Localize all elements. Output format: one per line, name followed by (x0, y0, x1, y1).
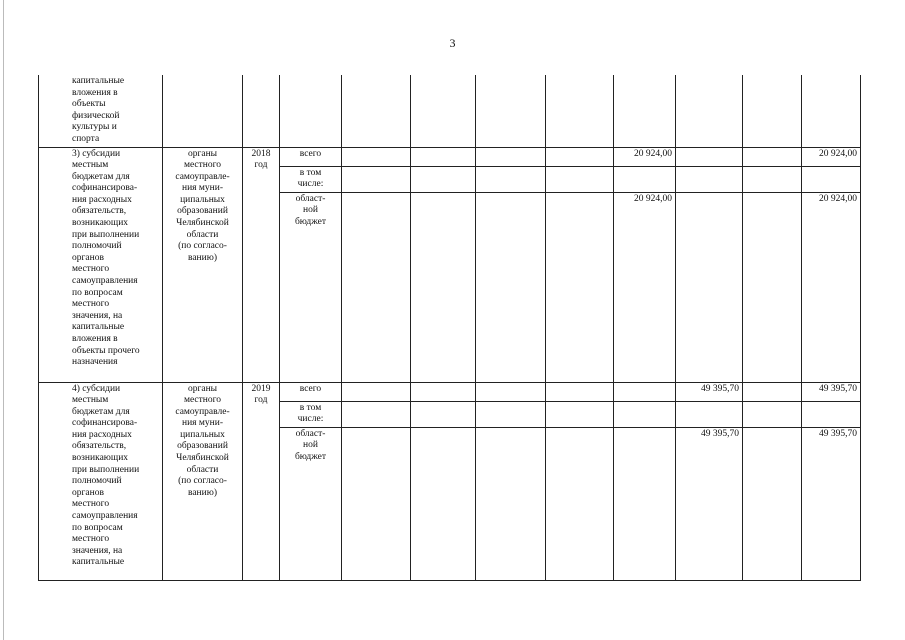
description-text: 3) субсидии местным бюджетам для софинансирова- ния расходных обязательств, возникающих при выполнении полномочий органов местного самоуправления по вопросам местного значения, на капитальные вложения в объекты прочего назначения (72, 148, 140, 368)
executor-text: органы местного самоуправле- ния муни- ципальных образований Челябинской области (по согласо- ванию) (175, 383, 230, 498)
value-cell (546, 166, 614, 192)
value-cell (476, 147, 546, 166)
value-cell (342, 192, 411, 382)
value-cell (614, 147, 676, 166)
value-cell (676, 75, 743, 147)
total-value: 49 395,70 (819, 383, 857, 394)
source-cell (280, 147, 342, 166)
description-cell (39, 382, 163, 580)
amount-value (676, 148, 742, 149)
source-cell (280, 382, 342, 401)
source-cell (280, 166, 342, 192)
value-cell (802, 401, 861, 427)
table-row (39, 382, 861, 401)
description-text: капитальные вложения в объекты физической культуры и спорта (72, 76, 125, 144)
value-cell (743, 192, 802, 382)
value-cell (614, 382, 676, 401)
value-cell (614, 192, 676, 382)
value-cell (614, 166, 676, 192)
source-text: област- ной бюджет (294, 193, 327, 227)
value-cell (676, 147, 743, 166)
source-cell (280, 427, 342, 580)
executor-cell (163, 147, 243, 382)
amount-value (676, 167, 742, 168)
executor-cell (163, 382, 243, 580)
source-text: всего (299, 148, 322, 159)
value-cell (342, 382, 411, 401)
value-cell (411, 166, 476, 192)
value-cell (802, 147, 861, 166)
value-cell (546, 75, 614, 147)
amount-value: 20 924,00 (634, 148, 672, 159)
value-cell (743, 382, 802, 401)
value-cell (802, 382, 861, 401)
value-cell (614, 401, 676, 427)
source-cell (280, 75, 342, 147)
value-cell (476, 166, 546, 192)
total-value: 49 395,70 (819, 428, 857, 439)
value-cell (743, 401, 802, 427)
value-cell (411, 147, 476, 166)
value-cell (411, 382, 476, 401)
total-value: 20 924,00 (819, 148, 857, 159)
value-cell (342, 401, 411, 427)
value-cell (802, 192, 861, 382)
value-cell (546, 147, 614, 166)
year-cell (243, 147, 280, 382)
source-text: в том числе: (297, 402, 324, 425)
value-cell (802, 166, 861, 192)
value-cell (802, 427, 861, 580)
value-cell (411, 192, 476, 382)
total-value (802, 167, 860, 168)
value-cell (676, 427, 743, 580)
amount-value (614, 167, 675, 168)
year-cell (243, 382, 280, 580)
source-text: в том числе: (297, 167, 324, 190)
value-cell (614, 427, 676, 580)
description-cell (39, 147, 163, 382)
year-text: 2018 год (251, 148, 271, 171)
budget-table (38, 75, 861, 581)
value-cell (546, 401, 614, 427)
value-cell (743, 166, 802, 192)
table-row-continued (39, 75, 861, 147)
value-cell (546, 192, 614, 382)
value-cell (342, 75, 411, 147)
value-cell (342, 147, 411, 166)
page-number: 3 (449, 36, 456, 50)
value-cell (476, 382, 546, 401)
value-cell (411, 75, 476, 147)
total-value (802, 402, 860, 403)
value-cell (476, 192, 546, 382)
amount-value (676, 193, 742, 194)
value-cell (342, 166, 411, 192)
amount-value (676, 402, 742, 403)
amount-value: 49 395,70 (701, 383, 739, 394)
year-cell (243, 75, 280, 147)
value-cell (676, 401, 743, 427)
value-cell (676, 382, 743, 401)
year-text: 2019 год (251, 383, 271, 406)
value-cell (676, 166, 743, 192)
scan-left-edge-line (3, 0, 4, 640)
executor-cell (163, 75, 243, 147)
description-text: 4) субсидии местным бюджетам для софинансирова- ния расходных обязательств, возникающих при выполнении полномочий органов местного самоуправления по вопросам местного значения, на капитальные (72, 383, 140, 568)
value-cell (676, 192, 743, 382)
value-cell (743, 427, 802, 580)
amount-value (614, 383, 675, 384)
value-cell (342, 427, 411, 580)
amount-value (614, 402, 675, 403)
source-text: всего (299, 383, 322, 394)
value-cell (546, 382, 614, 401)
source-cell (280, 401, 342, 427)
value-cell (411, 427, 476, 580)
value-cell (614, 75, 676, 147)
source-text: област- ной бюджет (294, 428, 327, 462)
amount-value: 49 395,70 (701, 428, 739, 439)
value-cell (476, 75, 546, 147)
description-cell (39, 75, 163, 147)
amount-value: 20 924,00 (634, 193, 672, 204)
value-cell (546, 427, 614, 580)
source-cell (280, 192, 342, 382)
value-cell (476, 401, 546, 427)
executor-text: органы местного самоуправле- ния муни- ципальных образований Челябинской области (по согласо- ванию) (175, 148, 230, 263)
table-row (39, 147, 861, 166)
value-cell (411, 401, 476, 427)
value-cell (802, 75, 861, 147)
total-value: 20 924,00 (819, 193, 857, 204)
value-cell (743, 147, 802, 166)
amount-value (614, 428, 675, 429)
value-cell (743, 75, 802, 147)
value-cell (476, 427, 546, 580)
